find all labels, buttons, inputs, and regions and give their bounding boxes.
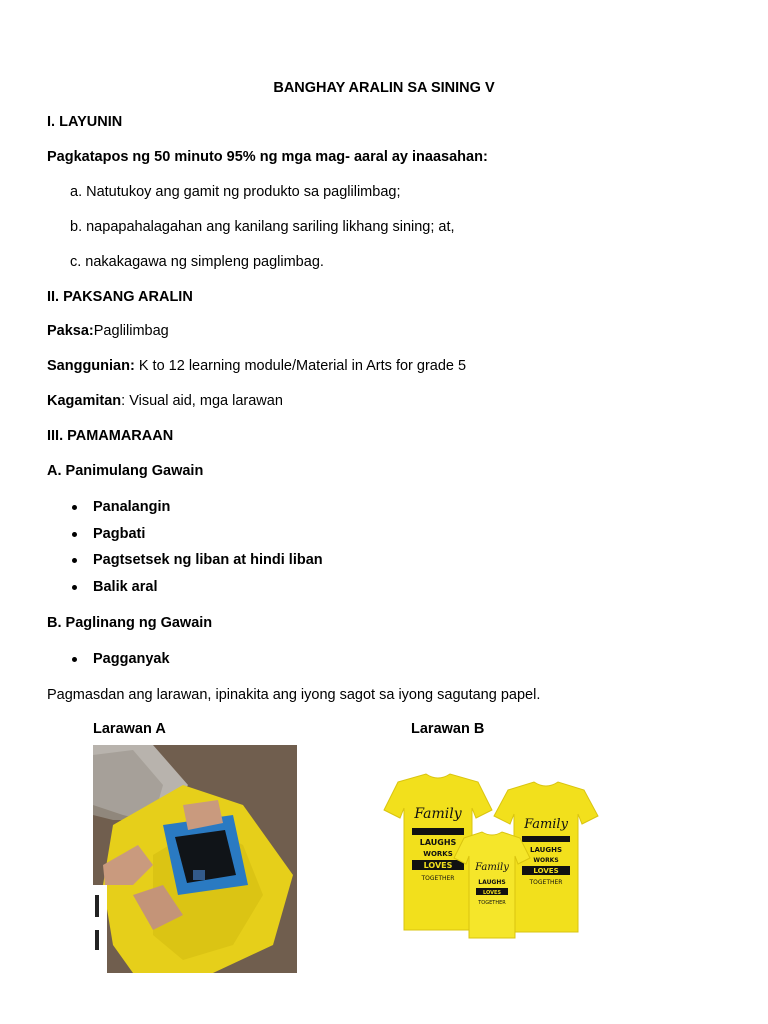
shirt-print-text: WORKS [423, 850, 453, 858]
section-heading-layunin: I. LAYUNIN [47, 114, 123, 130]
bullet-dot [72, 585, 77, 590]
shirt-print-text: LOVES [423, 861, 453, 870]
picture-label-a: Larawan A [93, 721, 166, 737]
shirt-print-text: TOGETHER [529, 879, 563, 886]
list-item: Panalangin [93, 499, 171, 515]
kagamitan-line [47, 392, 283, 410]
instruction-text: Pagmasdan ang larawan, ipinakita ang iyong sagot sa iyong sagutang papel. [47, 687, 541, 703]
section-heading-pamamaraan: III. PAMAMARAAN [47, 428, 174, 444]
shirt-print-text: LAUGHS [419, 838, 457, 847]
paksa-label: Paksa: [47, 323, 94, 339]
bullet-dot [72, 505, 77, 510]
objective-item: a. Natutukoy ang gamit ng produkto sa paglilimbag; [70, 184, 401, 200]
subheading-paglinang-ng-gawain: B. Paglinang ng Gawain [47, 615, 213, 631]
shirt-print-text: LOVES [482, 890, 502, 896]
paksa-value: Paglilimbag [93, 323, 169, 339]
picture-label-b: Larawan B [411, 721, 485, 737]
paksa-line [47, 322, 169, 340]
list-item: Pagganyak [93, 651, 170, 667]
image-family-shirts [368, 770, 608, 940]
objectives-intro: Pagkatapos ng 50 minuto 95% ng mga mag- aaral ay inaasahan: [47, 149, 488, 165]
kagamitan-value: : Visual aid, mga larawan [121, 393, 283, 409]
sanggunian-label: Sanggunian: [47, 358, 135, 374]
image-screen-printing [93, 745, 297, 973]
shirt-print-text: TOGETHER [478, 900, 506, 906]
section-heading-paksang-aralin: II. PAKSANG ARALIN [47, 289, 193, 305]
list-item: Pagbati [93, 526, 146, 542]
sanggunian-line [47, 357, 466, 375]
objective-item: b. napapahalagahan ang kanilang sariling likhang sining; at, [70, 219, 455, 235]
sanggunian-value: K to 12 learning module/Material in Arts for grade 5 [134, 358, 467, 374]
shirt-print-text: Family [475, 862, 509, 873]
kagamitan-label: Kagamitan [47, 393, 122, 409]
shirt-print-text: LOVES [533, 867, 559, 875]
list-item: Balik aral [93, 579, 158, 595]
shirt-print-text: TOGETHER [421, 875, 455, 882]
shirt-print-text: WORKS [533, 857, 559, 864]
bullet-dot [72, 558, 77, 563]
shirt-print-text: Family [524, 817, 568, 832]
list-item: Pagtsetsek ng liban at hindi liban [93, 552, 323, 568]
shirt-print-text: LAUGHS [530, 846, 562, 854]
shirt-print-text: Family [414, 806, 462, 822]
subheading-panimulang-gawain: A. Panimulang Gawain [47, 463, 204, 479]
bullet-dot [72, 532, 77, 537]
bullet-dot [72, 657, 77, 662]
document-title: BANGHAY ARALIN SA SINING V [273, 80, 495, 96]
objective-item: c. nakakagawa ng simpleng paglimbag. [70, 254, 324, 270]
shirt-print-text: LAUGHS [478, 879, 506, 886]
